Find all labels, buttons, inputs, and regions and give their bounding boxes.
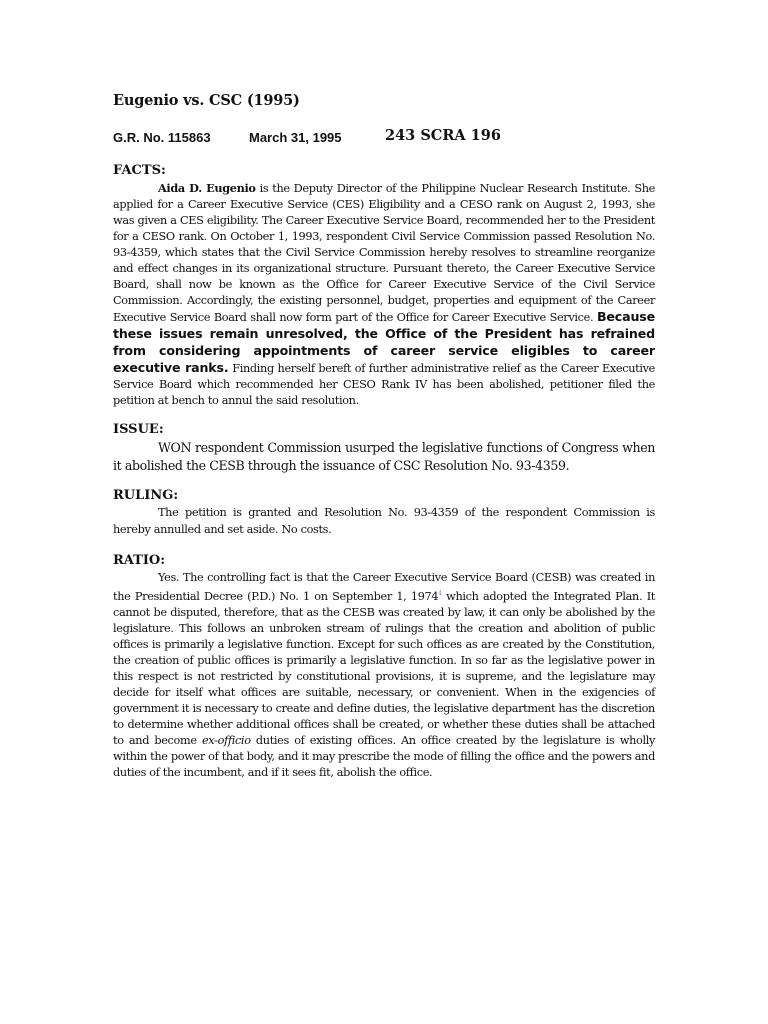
gr-number: G.R. No. 115863 <box>113 130 211 145</box>
facts-text-2: Finding herself bereft of further administrative relief as the Career Executive Service Board which recommended her CESO Rank IV has been abolished, petitioner filed the petition at bench to annul the said resolution. <box>113 362 655 407</box>
footnote-marker[interactable]: 4 <box>438 590 442 597</box>
ratio-paragraph <box>113 570 655 781</box>
petitioner-name: Aida D. Eugenio <box>158 181 256 195</box>
ratio-text-3: duties of existing offices. An office created by the legislature is wholly within the power of that body, and it may prescribe the mode of filling the office and the powers and duties of the incumbent, and if it sees fit, abolish the office. <box>113 733 655 779</box>
decision-date: March 31, 1995 <box>249 130 342 145</box>
ruling-paragraph: The petition is granted and Resolution No. 93-4359 of the respondent Commission is hereby annulled and set aside. No costs. <box>113 506 655 536</box>
issue-heading: ISSUE: <box>113 422 164 437</box>
facts-paragraph <box>113 180 655 409</box>
ratio-text-2: which adopted the Integrated Plan. It cannot be disputed, therefore, that as the CESB was created by law, it can only be abolished by the legislature. This follows an unbroken stream of rulings that the creation and abolition of public offices is primarily a legislative function. Except for such offices as are created by the Constitution, the creation of public offices is primarily a legislative function. In so far as the legislative power in this respect is not restricted by constitutional provisions, it is supreme, and the legislature may decide for itself what offices are suitable, necessary, or convenient. When in the exigencies of government it is necessary to create and define duties, the legislative department has the discretion to determine whether additional offices shall be created, or whether these duties shall be attached to and become <box>113 589 655 747</box>
facts-emphasis: Because these issues remain unresolved, the Office of the President has refrained from considering appointments of career service eligibles to career executive ranks. <box>113 309 655 375</box>
facts-text-1: is the Deputy Director of the Philippine Nuclear Research Institute. She applied for a Career Executive Service (CES) Eligibility and a CESO rank on August 2, 1993, she was given a CES eligibility. The Career Executive Service Board, recommended her to the President for a CESO rank. On October 1, 1993, respondent Civil Service Commission passed Resolution No. 93-4359, which states that the Civil Service Commission hereby resolves to streamline reorganize and effect changes in its organizational structure. Pursuant thereto, the Career Executive Service Board, shall now be known as the Office for Career Executive Service of the Civil Service Commission. Accordingly, the existing personnel, budget, properties and equipment of the Career Executive Service Board shall now form part of the Office for Career Executive Service. <box>113 182 656 324</box>
ratio-text-1: Yes. The controlling fact is that the Career Executive Service Board (CESB) was created in the Presidential Decree (P.D.) No. 1 on September 1, 1974 <box>113 571 655 603</box>
facts-heading: FACTS: <box>113 163 166 178</box>
issue-paragraph: WON respondent Commission usurped the legislative functions of Congress when it abolished the CESB through the issuance of CSC Resolution No. 93-4359. <box>113 440 655 473</box>
ratio-italic-term: ex-officio <box>201 733 251 747</box>
ruling-heading: RULING: <box>113 488 179 503</box>
ratio-heading: RATIO: <box>113 553 166 568</box>
scra-reference: 243 SCRA 196 <box>385 127 501 144</box>
case-citation <box>113 126 673 148</box>
case-title: Eugenio vs. CSC (1995) <box>113 92 300 109</box>
